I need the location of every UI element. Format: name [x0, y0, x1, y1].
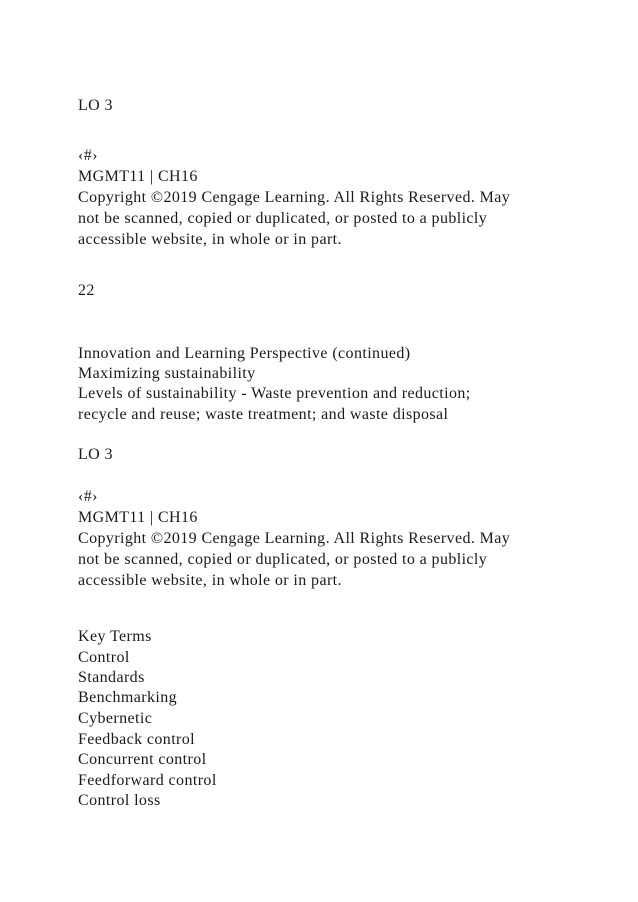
slide-number: ‹#›: [78, 147, 98, 164]
slide-bullet: Levels of sustainability - Waste prevention and reduction;: [78, 385, 471, 402]
slide-title: Innovation and Learning Perspective (continued): [78, 345, 411, 362]
copyright-line: accessible website, in whole or in part.: [78, 572, 342, 589]
lo-label: LO 3: [78, 97, 113, 114]
lo-label: LO 3: [78, 446, 113, 463]
key-term-item: Feedforward control: [78, 772, 217, 789]
key-terms-heading: Key Terms: [78, 628, 152, 645]
key-term-item: Control loss: [78, 792, 161, 809]
key-term-item: Benchmarking: [78, 689, 177, 706]
key-term-item: Feedback control: [78, 731, 196, 748]
slide-bullet: Maximizing sustainability: [78, 365, 256, 382]
copyright-line: Copyright ©2019 Cengage Learning. All Rights Reserved. May: [78, 530, 511, 547]
course-code: MGMT11 | CH16: [78, 168, 198, 185]
copyright-line: accessible website, in whole or in part.: [78, 231, 342, 248]
course-code: MGMT11 | CH16: [78, 509, 198, 526]
copyright-line: Copyright ©2019 Cengage Learning. All Rights Reserved. May: [78, 189, 511, 206]
copyright-line: not be scanned, copied or duplicated, or posted to a publicly: [78, 210, 488, 227]
slide-bullet: recycle and reuse; waste treatment; and waste disposal: [78, 406, 449, 423]
page-number: 22: [78, 282, 95, 299]
key-term-item: Cybernetic: [78, 710, 153, 727]
copyright-line: not be scanned, copied or duplicated, or posted to a publicly: [78, 551, 488, 568]
key-term-item: Standards: [78, 669, 145, 686]
key-term-item: Control: [78, 649, 130, 666]
key-term-item: Concurrent control: [78, 751, 207, 768]
slide-number: ‹#›: [78, 488, 98, 505]
